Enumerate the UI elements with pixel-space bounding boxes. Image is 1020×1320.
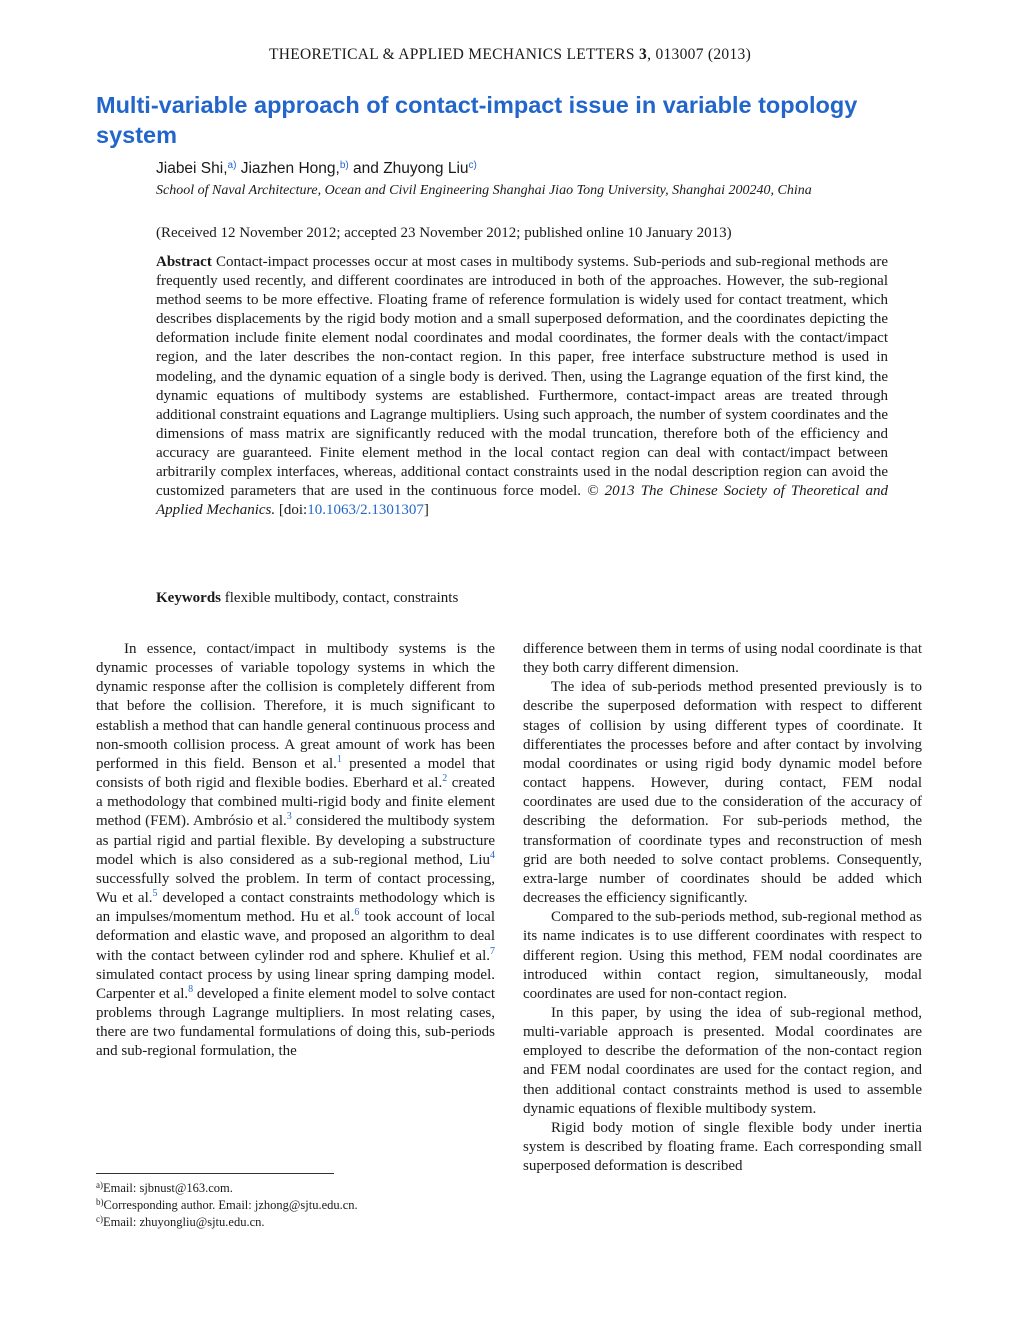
citation-ref[interactable]: 2 bbox=[442, 773, 448, 785]
author-list: Jiabei Shi,$^{a)}$ Jiazhen Hong,$^{b)}$ and Zhuyong Liu$^{c)}$ bbox=[156, 160, 477, 177]
doi-link[interactable]: 10.1063/2.1301307 bbox=[307, 502, 424, 519]
paper-title: Multi-variable approach of contact-impact issue in variable topology system bbox=[96, 92, 858, 148]
body-column-left bbox=[96, 640, 495, 1061]
keywords: Keywords flexible multibody, contact, constraints bbox=[156, 590, 459, 606]
body-paragraph: In this paper, by using the idea of sub-regional method, multi-variable approach is presented. Modal coordinates are employed to describe the deformation of the non-contact region and FEM nodal coordinates are used for the contact region, and then additional contact constraints method is used to assemble dynamic equations of flexible multibody system. bbox=[523, 1004, 922, 1117]
citation-ref[interactable]: 7 bbox=[490, 945, 495, 957]
abstract-label: Abstract bbox=[156, 254, 212, 270]
body-paragraph: The idea of sub-periods method presented previously is to describe the superposed deformation with respect to different stages of collision by using different types of coordinate. It differentiates the processes before and after contact by involving modal coordinates or using rigid body dynamic model before contact happens. However, during contact, FEM nodal coordinates are used due to the consideration of the accuracy of describing the deformation. For sub-periods method, the transformation of coordinate types and reconstruction of mesh grid are both needed to solve contact problems. Consequently, extra-large number of coordinates should be added which decreases the efficiency significantly. bbox=[523, 679, 922, 907]
citation-ref[interactable]: 1 bbox=[336, 753, 342, 765]
footnote: $^{a)}$Email: sjbnust@163.com. bbox=[96, 1180, 233, 1195]
citation-ref[interactable]: 3 bbox=[286, 811, 292, 823]
body-paragraph: In essence, contact/impact in multibody systems is the dynamic processes of variable topology systems in which the dynamic response after the collision is completely different from that before the collision. Therefore, it is much significant to establish a method that can handle general continuous process and non-smooth collision process. A great amount of work has been performed in this field. Benson et al.$^1$ presented a model that consists of both rigid and flexible bodies. Eberhard et al.$^2$ created a methodology that combined multi-rigid body and finite element method (FEM). Ambrósio et al.$^3$ considered the multibody system as partial rigid and partial flexible. By developing a substructure model which is also considered as a sub-regional method, Liu$^4$ successfully solved the problem. In term of contact processing, Wu et al.$^5$ developed a contact constraints methodology which is an impulses/momentum method. Hu et al.$^6$ took account of local deformation and elastic wave, and proposed an algorithm to deal with the contact between cylinder rod and sphere. Khulief et al.$^7$ simulated contact process by using linear spring damping model. Carpenter et al.$^8$ developed a finite element model to solve contact problems through Lagrange multipliers. In most relating cases, there are two fundamental formulations of doing this, sub-periods and sub-regional formulation, the bbox=[96, 641, 496, 1060]
affiliation: School of Naval Architecture, Ocean and Civil Engineering Shanghai Jiao Tong University, Shanghai 200240, China bbox=[156, 183, 812, 198]
footnote: $^{c)}$Email: zhuyongliu@sjtu.edu.cn. bbox=[96, 1214, 265, 1229]
author-footnote-mark[interactable]: c) bbox=[468, 160, 477, 171]
body-column-right bbox=[523, 640, 922, 1176]
journal-volume: 3 bbox=[639, 46, 648, 63]
citation-ref[interactable]: 6 bbox=[354, 907, 360, 919]
citation-ref[interactable]: 8 bbox=[188, 983, 194, 995]
footnote: $^{b)}$Corresponding author. Email: jzhong@sjtu.edu.cn. bbox=[96, 1197, 358, 1212]
body-paragraph: difference between them in terms of using nodal coordinate is that they both carry different dimension. bbox=[523, 641, 922, 677]
body-paragraph: Rigid body motion of single flexible body under inertia system is described by floating frame. Each corresponding small superposed deformation is described bbox=[523, 1119, 922, 1175]
keywords-label: Keywords bbox=[156, 590, 221, 606]
abstract: Abstract Contact-impact processes occur at most cases in multibody systems. Sub-periods and sub-regional methods are frequently used recently, and different coordinates are introduced in both of the approaches. However, the sub-regional method seems to be more effective. Floating frame of reference formulation is widely used for contact treatment, which describes displacements by the rigid body motion and a small superposed deformation, and the coordinates depicting the deformation include finite element nodal coordinates and modal coordinates, the former deals with the contact/impact region, and the later describes the non-contact region. In this paper, free interface substructure method is used in modeling, and the dynamic equation of a single body is derived. Then, using the Lagrange equation of the first kind, the dynamic equations of multibody systems are established. Furthermore, contact-impact areas are treated through additional constraint equations and Lagrange multipliers. Using such approach, the number of system coordinates and the dimensions of mass matrix are significantly reduced with the modal truncation, therefore both of the efficiency and accuracy are guaranteed. Finite element method in the local contact region can deal with contact/impact between arbitrarily complex interfaces, whereas, additional contact constraints used in the nodal description region can avoid the customized parameters that are used in the continuous force model. © 2013 The Chinese Society of Theoretical and Applied Mechanics. [doi:10.1063/2.1301307] bbox=[156, 254, 889, 519]
publication-dates: (Received 12 November 2012; accepted 23 November 2012; published online 10 January 2013) bbox=[156, 225, 732, 241]
citation-ref[interactable]: 4 bbox=[490, 849, 495, 861]
citation-ref[interactable]: 5 bbox=[152, 888, 158, 900]
footnotes bbox=[96, 1180, 496, 1231]
copyright-notice: © 2013 The Chinese Society of Theoretical and Applied Mechanics. bbox=[156, 483, 889, 519]
footnote-divider bbox=[96, 1173, 334, 1174]
abstract-text: Contact-impact processes occur at most cases in multibody systems. Sub-periods and sub-regional methods are frequently used recently, and different coordinates are introduced in both of the approaches. However, the sub-regional method seems to be more effective. Floating frame of reference formulation is widely used for contact treatment, which describes displacements by the rigid body motion and a small superposed deformation, and the coordinates depicting the deformation include finite element nodal coordinates and modal coordinates, the former deals with the contact/impact region, and the later describes the non-contact region. In this paper, free interface substructure method is used in modeling, and the dynamic equation of a single body is derived. Then, using the Lagrange equation of the first kind, the dynamic equations of multibody systems are established. Furthermore, contact-impact areas are treated through additional constraint equations and Lagrange multipliers. Using such approach, the number of system coordinates and the dimensions of mass matrix are significantly reduced with the modal truncation, therefore both of the efficiency and accuracy are guaranteed. Finite element method in the local contact region can deal with contact/impact between arbitrarily complex interfaces, whereas, additional contact constraints used in the nodal description region can avoid the customized parameters that are used in the continuous force model. bbox=[156, 254, 888, 500]
body-paragraph: Compared to the sub-periods method, sub-regional method as its name indicates is to use different coordinates with respect to different region. Using this method, FEM nodal coordinates are introduced within contact region, simultaneously, modal coordinates are used for non-contact region. bbox=[523, 909, 922, 1002]
author-footnote-mark[interactable]: a) bbox=[227, 160, 237, 171]
journal-header: THEORETICAL & APPLIED MECHANICS LETTERS 3, 013007 (2013) bbox=[268, 46, 752, 63]
author-footnote-mark[interactable]: b) bbox=[339, 160, 349, 171]
